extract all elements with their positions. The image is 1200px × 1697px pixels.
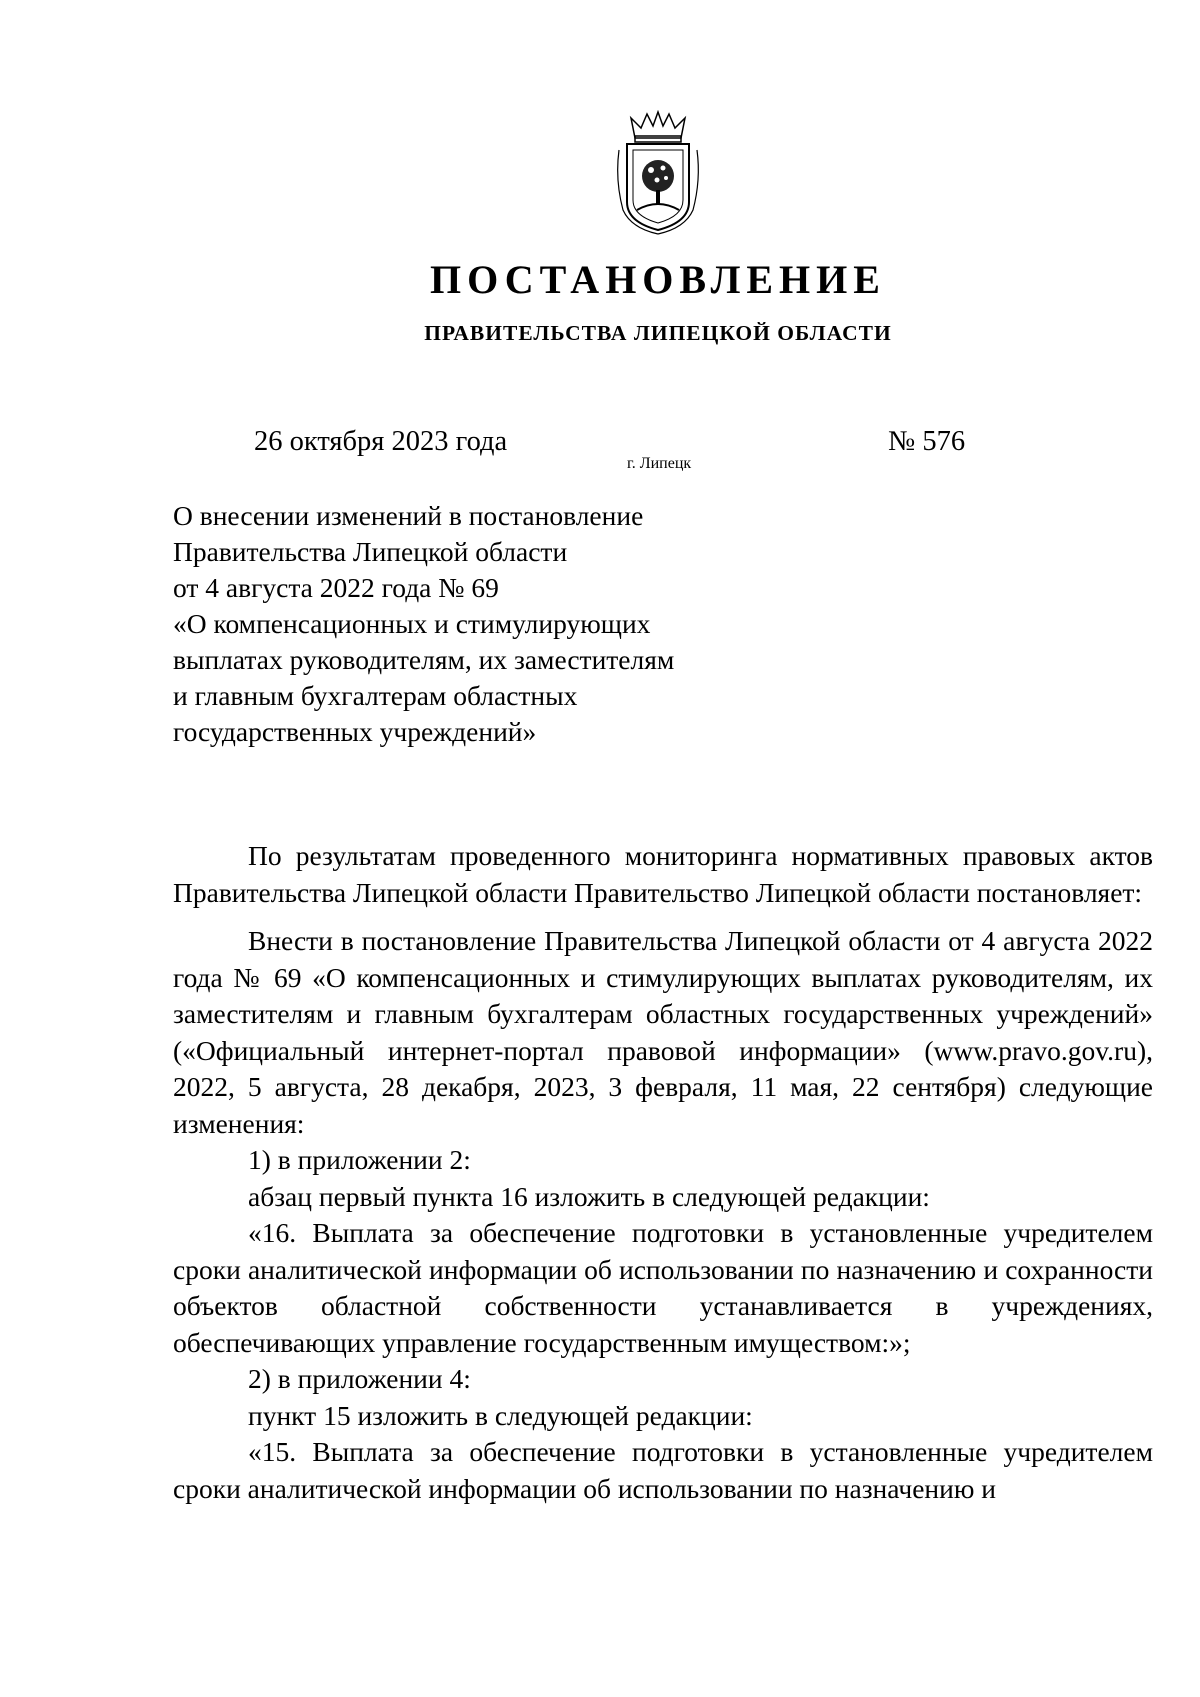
subject-line: от 4 августа 2022 года № 69	[173, 572, 499, 603]
document-city: г. Липецк	[627, 455, 692, 472]
document-issuer: ПРАВИТЕЛЬСТВА ЛИПЕЦКОЙ ОБЛАСТИ	[424, 321, 892, 345]
document-body	[173, 838, 1153, 1507]
subject-line: О внесении изменений в постановление	[173, 500, 644, 531]
subject-line: «О компенсационных и стимулирующих	[173, 608, 651, 639]
item2-instruction: пункт 15 изложить в следующей редакции:	[248, 1399, 753, 1431]
subject-line: и главным бухгалтерам областных	[173, 680, 578, 711]
preamble-paragraph: По результатам проведенного мониторинга нормативных правовых актов Правительства Липецкой области Правительство Липецкой области постановляет:	[173, 840, 1153, 908]
subject-line: государственных учреждений»	[173, 716, 537, 747]
item2-text: «15. Выплата за обеспечение подготовки в установленные учредителем сроки аналитической информации об использовании по назначению и	[173, 1436, 1153, 1504]
document-subject	[173, 498, 733, 750]
item1-text: «16. Выплата за обеспечение подготовки в установленные учредителем сроки аналитической информации об использовании по назначению и сохранности объектов областной собственности устанавливается в учреждениях, обеспечивающих управление государственным имуществом:»;	[173, 1217, 1153, 1358]
item2-label: 2) в приложении 4:	[248, 1363, 471, 1394]
item1-instruction: абзац первый пункта 16 изложить в следующей редакции:	[248, 1180, 930, 1212]
subject-line: Правительства Липецкой области	[173, 536, 568, 567]
subject-line: выплатах руководителям, их заместителям	[173, 644, 675, 675]
coat-of-arms-icon	[613, 110, 703, 235]
item1-label: 1) в приложении 2:	[248, 1144, 471, 1175]
document-title: ПОСТАНОВЛЕНИЕ	[430, 257, 886, 302]
document-date: 26 октября 2023 года	[254, 426, 508, 457]
intro-paragraph: Внести в постановление Правительства Липецкой области от 4 августа 2022 года № 69 «О компенсационных и стимулирующих выплатах руководителям, их заместителям и главным бухгалтерам областных государственных учреждений» («Официальный интернет-портал правовой информации» (www.pravo.gov.ru), 2022, 5 августа, 28 декабря, 2023, 3 февраля, 11 мая, 22 сентября) следующие изменения:	[173, 925, 1153, 1139]
document-number: № 576	[888, 426, 966, 457]
